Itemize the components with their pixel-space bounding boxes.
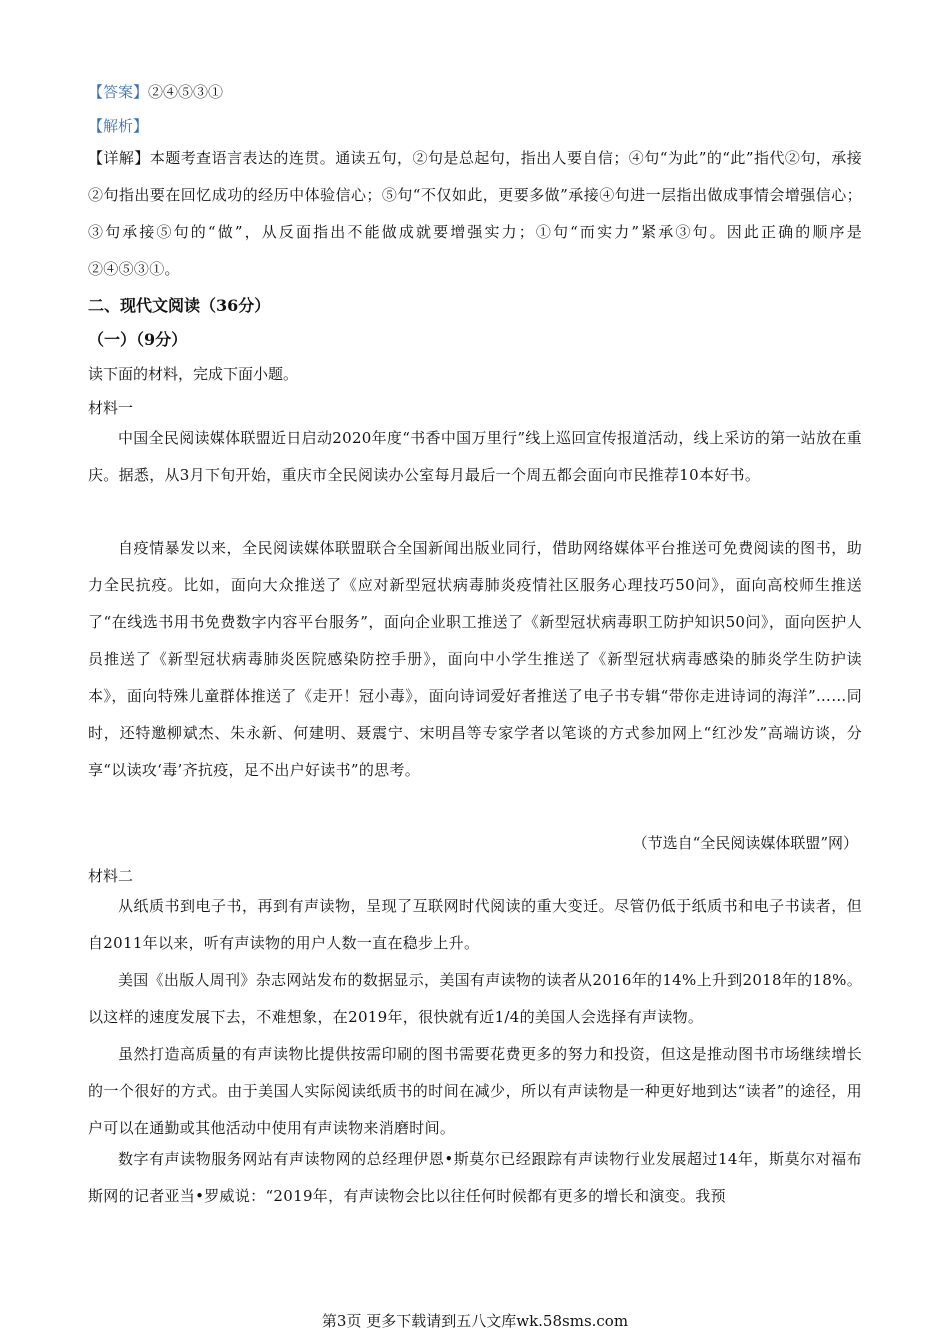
subsection-title: （一）（9分） — [88, 330, 188, 349]
answer-value: ②④⑤③① — [148, 83, 224, 101]
material1-label: 材料一 — [88, 399, 134, 417]
detail-paragraph — [88, 140, 862, 288]
material2-paragraph-4: 数字有声读物服务网站有声读物网的总经理伊恩•斯莫尔已经跟踪有声读物行业发展超过14年，斯莫尔对福布斯网的记者亚当•罗威说：“2019年，有声读物会比以往任何时候都有更多的增长和演变。我预 — [88, 1150, 862, 1205]
detail-tag: 【详解】 — [88, 149, 150, 167]
detail-text: 本题考查语言表达的连贯。通读五句，②句是总起句，指出人要自信；④句“为此”的“此”指代②句，承接②句指出要在回忆成功的经历中体验信心；⑤句“不仅如此，更要多做”承接④句进一层指出做成事情会增强信心；③句承接⑤句的“做”，从反面指出不能做成就要增强实力；①句“而实力”紧承③句。因此正确的顺序是②④⑤③①。 — [88, 149, 863, 278]
material2-paragraph-3: 虽然打造高质量的有声读物比提供按需印刷的图书需要花费更多的努力和投资，但这是推动图书市场继续增长的一个很好的方式。由于美国人实际阅读纸质书的时间在减少，所以有声读物是一种更好地到达“读者”的途径，用户可以在通勤或其他活动中使用有声读物来消磨时间。 — [88, 1045, 862, 1137]
material2-paragraph-2: 美国《出版人周刊》杂志网站发布的数据显示，美国有声读物的读者从2016年的14%上升到2018年的18%。以这样的速度发展下去，不难想象，在2019年，很快就有近1/4的美国人会选择有声读物。 — [88, 971, 862, 1026]
page-footer: 第3页 更多下载请到五八文库wk.58sms.com — [321, 1312, 629, 1330]
instruction-text: 读下面的材料，完成下面小题。 — [88, 365, 299, 383]
analysis-line — [88, 116, 868, 136]
material2-paragraph-1: 从纸质书到电子书，再到有声读物，呈现了互联网时代阅读的重大变迁。尽管仍低于纸质书和电子书读者，但自2011年以来，听有声读物的用户人数一直在稳步上升。 — [88, 897, 862, 952]
section-title: 二、现代文阅读（36分） — [88, 296, 271, 315]
analysis-tag: 【解析】 — [88, 117, 149, 135]
material1-paragraph-2: 自疫情暴发以来，全民阅读媒体联盟联合全国新闻出版业同行，借助网络媒体平台推送可免费阅读的图书，助力全民抗疫。比如，面向大众推送了《应对新型冠状病毒肺炎疫情社区服务心理技巧50问》，面向高校师生推送了“在线选书用书免费数字内容平台服务”，面向企业职工推送了《新型冠状病毒职工防护知识50问》，面向医护人员推送了《新型冠状病毒肺炎医院感染防控手册》，面向中小学生推送了《新型冠状病毒感染的肺炎学生防护读本》，面向特殊儿童群体推送了《走开！冠小毒》，面向诗词爱好者推送了电子书专辑“带你走进诗词的海洋”……同时，还特邀柳斌杰、朱永新、何建明、聂震宁、宋明昌等专家学者以笔谈的方式参加网上“红沙发”高端访谈，分享“以读攻‘毒’齐抗疫，足不出户好读书”的思考。 — [88, 539, 862, 779]
material1-source: （节选自“全民阅读媒体联盟”网） — [632, 834, 858, 852]
material1-paragraph-1: 中国全民阅读媒体联盟近日启动2020年度“书香中国万里行”线上巡回宣传报道活动，线上采访的第一站放在重庆。据悉，从3月下旬开始，重庆市全民阅读办公室每月最后一个周五都会面向市民推荐10本好书。 — [88, 429, 862, 484]
material2-label: 材料二 — [88, 867, 134, 885]
answer-tag: 【答案】 — [88, 83, 149, 101]
answer-line — [88, 82, 868, 102]
